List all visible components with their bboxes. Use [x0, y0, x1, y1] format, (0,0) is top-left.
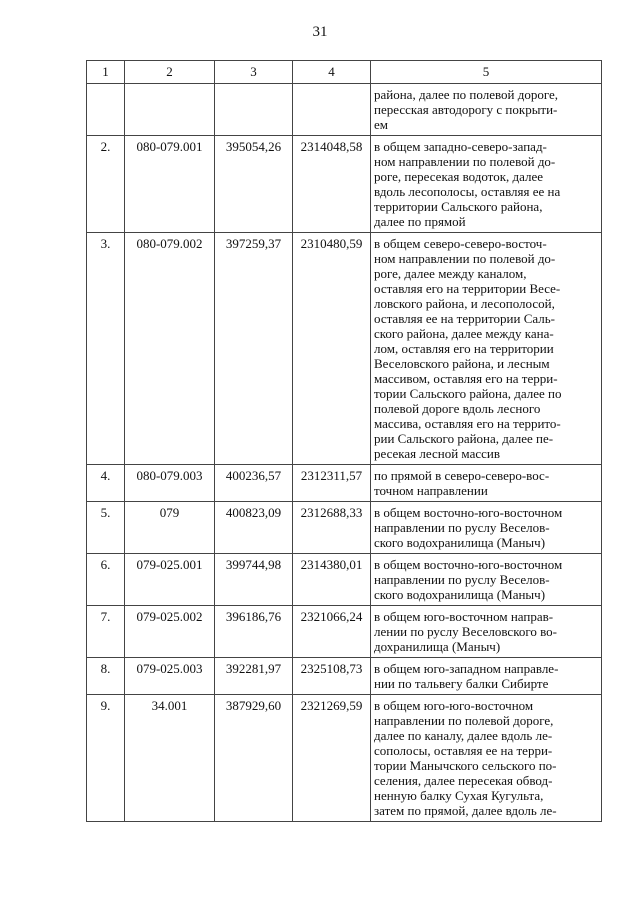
header-cell: 4 [293, 61, 371, 84]
boundary-description-cell [371, 502, 602, 554]
table-row [87, 502, 602, 554]
row-number-cell: 7. [87, 606, 125, 658]
point-code-cell: 079-025.003 [125, 658, 215, 695]
coordinate-y-cell: 2312688,33 [293, 502, 371, 554]
description-line: роге, далее между каналом, [374, 266, 527, 281]
description-line: точном направлении [374, 483, 488, 498]
description-line: в общем юго-юго-восточном [374, 698, 534, 713]
coordinate-x-cell: 400236,57 [215, 465, 293, 502]
page-number: 31 [312, 24, 328, 40]
description-line: селения, далее пересекая обвод- [374, 773, 553, 788]
description-line: массивом, оставляя его на терри- [374, 371, 558, 386]
row-number-cell: 9. [87, 695, 125, 822]
coordinate-x-cell: 397259,37 [215, 233, 293, 465]
header-cell: 5 [371, 61, 602, 84]
description-line: ненную балку Сухая Кугульта, [374, 788, 544, 803]
description-line: затем по прямой, далее вдоль ле- [374, 803, 557, 818]
coordinate-x-cell: 400823,09 [215, 502, 293, 554]
coordinate-y-cell [293, 84, 371, 136]
description-line: в общем северо-северо-восточ- [374, 236, 547, 251]
description-line: ловского района, и лесополосой, [374, 296, 555, 311]
coordinate-y-cell: 2325108,73 [293, 658, 371, 695]
description-line: роге, пересекая водоток, далее [374, 169, 544, 184]
description-line: Веселовского района, и лесным [374, 356, 550, 371]
coordinate-x-cell: 399744,98 [215, 554, 293, 606]
row-number-cell: 6. [87, 554, 125, 606]
boundary-description-cell [371, 465, 602, 502]
description-line: в общем юго-западном направле- [374, 661, 559, 676]
row-number-cell: 5. [87, 502, 125, 554]
description-line: далее по прямой [374, 214, 466, 229]
coordinate-y-cell: 2314048,58 [293, 136, 371, 233]
description-line: тории Сальского района, далее по [374, 386, 562, 401]
table-row [87, 658, 602, 695]
point-code-cell: 080-079.003 [125, 465, 215, 502]
table-row [87, 606, 602, 658]
row-number-cell: 2. [87, 136, 125, 233]
row-number-cell: 4. [87, 465, 125, 502]
description-line: лом, оставляя его на территории [374, 341, 554, 356]
table-row [87, 136, 602, 233]
coordinate-y-cell: 2321269,59 [293, 695, 371, 822]
point-code-cell [125, 84, 215, 136]
description-line: оставляя ее на территории Саль- [374, 311, 556, 326]
description-line: рии Сальского района, далее пе- [374, 431, 554, 446]
boundary-description-cell [371, 606, 602, 658]
coordinate-x-cell: 387929,60 [215, 695, 293, 822]
description-line: направлении по руслу Веселов- [374, 572, 550, 587]
header-cell: 2 [125, 61, 215, 84]
description-line: нии по тальвегу балки Сибирте [374, 676, 549, 691]
point-code-cell: 080-079.002 [125, 233, 215, 465]
point-code-cell: 34.001 [125, 695, 215, 822]
table-row [87, 465, 602, 502]
boundary-description-cell [371, 84, 602, 136]
row-number-cell [87, 84, 125, 136]
coordinate-y-cell: 2310480,59 [293, 233, 371, 465]
description-line: территории Сальского района, [374, 199, 543, 214]
description-line: района, далее по полевой дороге, [374, 87, 559, 102]
header-cell: 3 [215, 61, 293, 84]
table-row [87, 84, 602, 136]
description-line: лении по руслу Веселовского во- [374, 624, 557, 639]
coordinate-x-cell [215, 84, 293, 136]
description-line: в общем юго-восточном направ- [374, 609, 554, 624]
description-line: ского водохранилища (Маныч) [374, 535, 546, 550]
description-line: тории Манычского сельского по- [374, 758, 557, 773]
table-row [87, 695, 602, 822]
description-line: ном направлении по полевой до- [374, 251, 556, 266]
coordinate-y-cell: 2312311,57 [293, 465, 371, 502]
description-line: пересская автодорогу с покрыти- [374, 102, 558, 117]
coordinate-y-cell: 2314380,01 [293, 554, 371, 606]
description-line: сополосы, оставляя ее на терри- [374, 743, 553, 758]
description-line: далее по каналу, далее вдоль ле- [374, 728, 553, 743]
point-code-cell: 080-079.001 [125, 136, 215, 233]
table-row [87, 554, 602, 606]
description-line: массива, оставляя его на террито- [374, 416, 561, 431]
description-line: ном направлении по полевой до- [374, 154, 556, 169]
point-code-cell: 079-025.002 [125, 606, 215, 658]
point-code-cell: 079-025.001 [125, 554, 215, 606]
coordinate-y-cell: 2321066,24 [293, 606, 371, 658]
description-line: направлении по полевой дороге, [374, 713, 554, 728]
table-body [87, 84, 602, 822]
boundary-description-cell [371, 233, 602, 465]
description-line: ского района, далее между кана- [374, 326, 554, 341]
row-number-cell: 3. [87, 233, 125, 465]
description-line: вдоль лесополосы, оставляя ее на [374, 184, 561, 199]
table-row [87, 233, 602, 465]
row-number-cell: 8. [87, 658, 125, 695]
boundary-description-cell [371, 554, 602, 606]
coordinate-x-cell: 395054,26 [215, 136, 293, 233]
description-line: направлении по руслу Веселов- [374, 520, 550, 535]
boundary-description-cell [371, 695, 602, 822]
header-row [87, 61, 602, 84]
coordinate-x-cell: 396186,76 [215, 606, 293, 658]
boundary-description-cell [371, 136, 602, 233]
boundary-description-cell [371, 658, 602, 695]
description-line: ресекая лесной массив [374, 446, 500, 461]
description-line: полевой дороге вдоль лесного [374, 401, 541, 416]
description-line: в общем восточно-юго-восточном [374, 557, 563, 572]
description-line: ем [374, 117, 388, 132]
description-line: ского водохранилища (Маныч) [374, 587, 546, 602]
coordinate-x-cell: 392281,97 [215, 658, 293, 695]
point-code-cell: 079 [125, 502, 215, 554]
description-line: в общем западно-северо-запад- [374, 139, 547, 154]
description-line: по прямой в северо-северо-вос- [374, 468, 550, 483]
description-line: в общем восточно-юго-восточном [374, 505, 563, 520]
boundary-table [86, 60, 602, 822]
description-line: дохранилища (Маныч) [374, 639, 501, 654]
header-cell: 1 [87, 61, 125, 84]
description-line: оставляя его на территории Весе- [374, 281, 561, 296]
